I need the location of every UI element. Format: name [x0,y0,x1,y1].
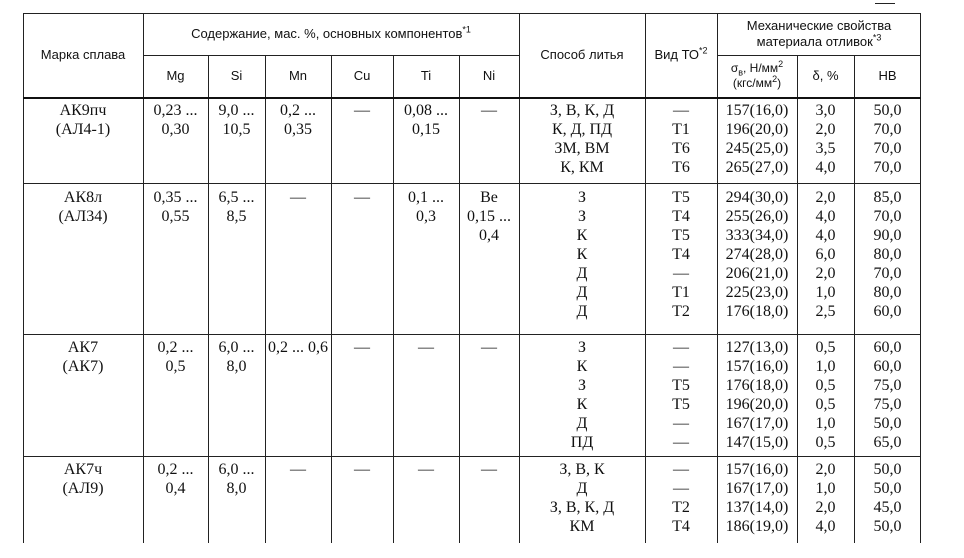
header-el-si: Si [230,68,243,83]
header-sigma: $\sigma_в$, $Н/мм^2$ $(кгс/мм^2)$ [730,59,784,90]
cell-line: — [673,358,689,375]
cell-line: (АЛ34) [58,208,108,225]
header-hb: НВ [878,68,897,83]
cell-line: Д [576,284,588,301]
cell-line: (АК7) [62,358,104,375]
cell-line: 186(19,0) [725,518,789,535]
cell-line: 4,0 [815,227,836,244]
cell-line: Т1 [672,121,690,138]
cell-si [208,101,265,139]
cell-ni [459,188,519,245]
cell-line: 8,0 [226,480,247,497]
cell-line: — [673,265,689,282]
cell-line: 6,0 ... [218,461,255,478]
cell-line: 157(16,0) [725,102,789,119]
grid-line [854,55,855,543]
cell-line: 0,55 [161,208,190,225]
cell-line: Д [576,303,588,320]
cell-line: 196(20,0) [725,121,789,138]
cell-line: Т2 [672,499,690,516]
cell-delta [797,101,854,177]
cell-line: КМ [569,518,595,535]
cell-line: 1,0 [815,415,836,432]
cell-grade [23,101,143,139]
cell-line: 2,0 [815,265,836,282]
cell-line: 65,0 [873,434,902,451]
cell-hb [854,338,921,452]
grid-line [23,13,24,543]
alloy-properties-table [23,13,921,543]
cell-line: — [673,339,689,356]
header-el-ti: Ti [420,68,432,83]
cell-line: 0,4 [165,480,186,497]
cell-line: 206(21,0) [725,265,789,282]
cell-line: 4,0 [815,159,836,176]
cell-mg [143,101,208,139]
cell-line: 0,30 [161,121,190,138]
cell-line: 10,5 [222,121,251,138]
cell-line: З, В, К [559,461,605,478]
cell-line: 4,0 [815,518,836,535]
grid-line [23,13,921,14]
cell-line: 127(13,0) [725,339,789,356]
cell-sigma [717,188,797,321]
cell-line: З [577,208,586,225]
footnote-marker: *2 [699,45,708,56]
cell-line: К, Д, ПД [551,121,613,138]
cell-cu [331,460,393,479]
cell-line: АК7ч [63,461,103,478]
cell-line: 196(20,0) [725,396,789,413]
cell-line: — [481,461,497,478]
cell-line: 0,4 [479,227,499,244]
cell-line: 147(15,0) [725,434,789,451]
grid-line [23,97,921,99]
cell-line: 60,0 [873,303,902,320]
cell-sigma [717,460,797,536]
cell-line: 50,0 [873,461,902,478]
cell-line: 0,2 ... [280,102,316,119]
cell-si [208,188,265,226]
cell-line: 2,0 [815,461,836,478]
grid-line [208,55,209,543]
cell-line: — [673,102,689,119]
cell-line: К [576,227,588,244]
cell-mg [143,188,208,226]
cell-line: 137(14,0) [725,499,789,516]
cell-si [208,338,265,376]
cell-line: АК9пч [59,102,107,119]
cell-line: — [481,102,497,119]
cell-line: 3,0 [815,102,836,119]
cell-line: Т4 [672,246,690,263]
cell-ht [645,338,717,452]
cell-sigma [717,338,797,452]
cell-grade [23,188,143,226]
corner-tick [875,3,895,4]
cell-method [519,188,645,321]
cell-line: 167(17,0) [725,480,789,497]
cell-line: Т5 [672,189,690,206]
cell-line: 60,0 [873,339,902,356]
cell-line: 176(18,0) [725,303,789,320]
cell-line: 1,0 [815,358,836,375]
cell-line: — [354,189,370,206]
cell-hb [854,460,921,536]
cell-method [519,460,645,536]
cell-line: 80,0 [873,246,902,263]
cell-line: 70,0 [873,208,902,225]
cell-method [519,101,645,177]
grid-line [265,55,266,543]
cell-line: Д [576,480,588,497]
cell-ti [393,101,459,139]
cell-line: 0,5 [815,339,836,356]
cell-line: АК8л [63,189,103,206]
cell-line: 1,0 [815,284,836,301]
cell-method [519,338,645,452]
cell-line: Т4 [672,518,690,535]
cell-mn [265,460,331,479]
cell-line: Т5 [672,396,690,413]
cell-delta [797,338,854,452]
cell-delta [797,460,854,536]
cell-line: 8,5 [226,208,247,225]
cell-ht [645,101,717,177]
cell-line: 80,0 [873,284,902,301]
header-el-ni: Ni [482,68,496,83]
cell-line: Be [480,189,498,206]
header-delta: δ, % [812,68,839,83]
cell-line: З, В, К, Д [549,102,615,119]
cell-line: ПД [570,434,594,451]
cell-line: 157(16,0) [725,461,789,478]
cell-line: — [354,339,370,356]
cell-mn [265,338,331,357]
header-content-group: Содержание, мас. %, основных компонентов$^{*1}$ [191,24,471,41]
cell-line: 85,0 [873,189,902,206]
cell-line: Д [576,415,588,432]
cell-line: 333(34,0) [725,227,789,244]
cell-line: 6,0 ... [218,339,255,356]
cell-line: 0,5 [815,434,836,451]
cell-mn [265,101,331,139]
cell-line: — [673,480,689,497]
cell-line: 50,0 [873,415,902,432]
header-mech-props: Механические свойства материала отливок$^{*3}$ [746,18,892,49]
cell-line: 0,2 ... 0,6 [268,339,328,356]
cell-ti [393,338,459,357]
cell-line: Т4 [672,208,690,225]
cell-line: 2,0 [815,499,836,516]
header-alloy-grade: Марка сплава [40,47,126,62]
footnote-marker: *3 [872,32,882,43]
cell-line: — [673,461,689,478]
header-el-cu: Cu [353,68,371,83]
cell-line: 60,0 [873,358,902,375]
cell-line: 255(26,0) [725,208,789,225]
cell-grade [23,460,143,498]
cell-line: — [673,434,689,451]
cell-ti [393,460,459,479]
cell-ni [459,460,519,479]
cell-hb [854,188,921,321]
cell-line: АК7 [67,339,99,356]
grid-line [23,183,921,184]
cell-mn [265,188,331,207]
grid-line [920,13,921,543]
cell-ht [645,188,717,321]
cell-line: К, КМ [560,159,604,176]
cell-mg [143,338,208,376]
grid-line [717,55,921,56]
cell-line: 0,2 ... [157,461,194,478]
cell-line: 2,0 [815,189,836,206]
cell-line: 0,2 ... [157,339,194,356]
cell-line: З [577,339,586,356]
cell-line: (АЛ4-1) [55,121,111,138]
cell-line: 70,0 [873,265,902,282]
cell-line: (АЛ9) [62,480,104,497]
cell-line: Т6 [672,140,690,157]
cell-line: 3,5 [815,140,836,157]
grid-line [23,456,921,457]
cell-line: 0,08 ... [404,102,448,119]
cell-line: — [290,461,306,478]
cell-line: Д [576,265,588,282]
grid-line [23,334,921,335]
cell-cu [331,188,393,207]
cell-cu [331,101,393,120]
cell-line: — [418,339,434,356]
cell-line: 0,35 [284,121,312,138]
cell-line: 45,0 [873,499,902,516]
cell-mg [143,460,208,498]
cell-line: К [576,246,588,263]
cell-ht [645,460,717,536]
cell-line: 1,0 [815,480,836,497]
cell-line: 6,5 ... [218,189,255,206]
cell-hb [854,101,921,177]
cell-line: 167(17,0) [725,415,789,432]
grid-line [393,55,394,543]
cell-grade [23,338,143,376]
footnote-marker: *1 [462,24,471,35]
cell-line: Т2 [672,303,690,320]
cell-line: 294(30,0) [725,189,789,206]
cell-line: 70,0 [873,140,902,157]
cell-line: 50,0 [873,102,902,119]
header-el-mg: Mg [166,68,185,83]
cell-ti [393,188,459,226]
cell-line: 4,0 [815,208,836,225]
grid-line [519,13,520,543]
cell-line: К [576,358,588,375]
cell-line: Т5 [672,377,690,394]
cell-line: — [354,461,370,478]
cell-line: К [576,396,588,413]
cell-ni [459,101,519,120]
grid-line [143,55,519,56]
cell-line: — [481,339,497,356]
cell-line: 90,0 [873,227,902,244]
cell-line: 8,0 [226,358,247,375]
cell-line: 75,0 [873,396,902,413]
cell-line: 0,15 ... [467,208,511,225]
cell-line: 0,35 ... [153,189,198,206]
cell-delta [797,188,854,321]
cell-line: 9,0 ... [218,102,255,119]
cell-line: З [577,189,586,206]
cell-line: 0,3 [416,208,436,225]
cell-line: 176(18,0) [725,377,789,394]
cell-si [208,460,265,498]
cell-line: — [673,415,689,432]
cell-line: 0,23 ... [153,102,198,119]
cell-sigma [717,101,797,177]
cell-line: 0,1 ... [408,189,444,206]
cell-line: 225(23,0) [725,284,789,301]
cell-line: 0,5 [815,377,836,394]
cell-line: 70,0 [873,159,902,176]
cell-line: 50,0 [873,480,902,497]
cell-line: 2,0 [815,121,836,138]
header-el-mn: Mn [288,68,308,83]
grid-line [331,55,332,543]
cell-line: 265(27,0) [725,159,789,176]
grid-line [797,55,798,543]
cell-line: 0,5 [165,358,186,375]
cell-line: 157(16,0) [725,358,789,375]
cell-line: З [577,377,586,394]
cell-line: ЗМ, ВМ [554,140,610,157]
cell-line: З, В, К, Д [549,499,615,516]
cell-line: 2,5 [815,303,836,320]
cell-line: Т5 [672,227,690,244]
cell-line: Т6 [672,159,690,176]
cell-line: — [290,189,306,206]
cell-line: 274(28,0) [725,246,789,263]
grid-line [459,55,460,543]
grid-line [717,13,718,543]
cell-line: 50,0 [873,518,902,535]
cell-line: 0,15 [412,121,440,138]
cell-line: — [354,102,370,119]
cell-line: 75,0 [873,377,902,394]
grid-line [645,13,646,543]
cell-line: Т1 [672,284,690,301]
cell-line: — [418,461,434,478]
cell-ni [459,338,519,357]
cell-line: 245(25,0) [725,140,789,157]
header-heat-treatment: Вид ТО$^{*2}$ [654,45,708,62]
cell-line: 0,5 [815,396,836,413]
cell-line: 70,0 [873,121,902,138]
grid-line [143,13,144,543]
cell-line: 6,0 [815,246,836,263]
header-casting-method: Способ литья [540,47,624,62]
cell-cu [331,338,393,357]
